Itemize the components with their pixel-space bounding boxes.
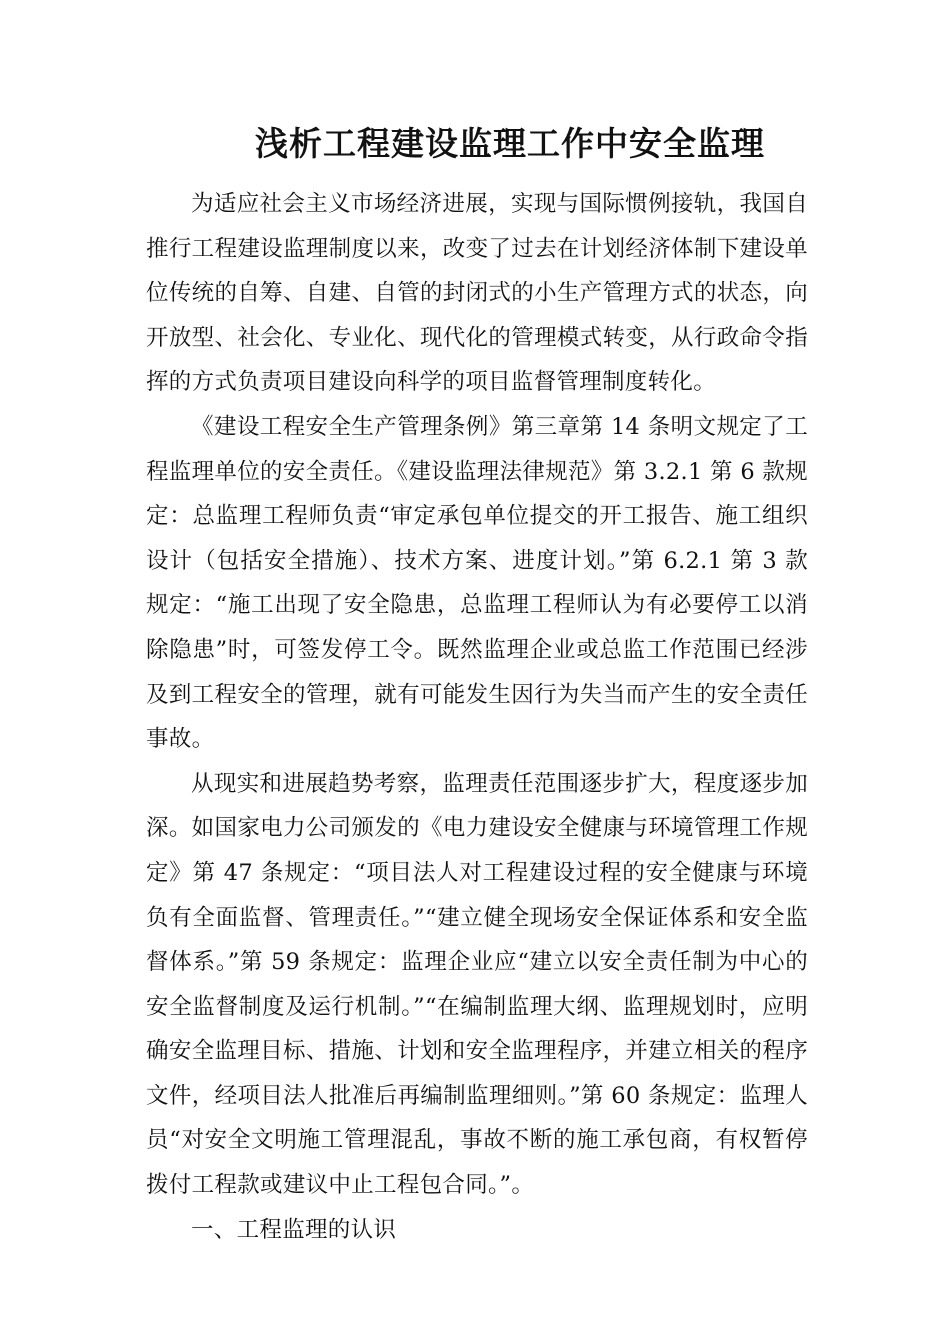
paragraph-intro: 为适应社会主义市场经济进展，实现与国际惯例接轨，我国自推行工程建设监理制度以来，改变了过去在计划经济体制下建设单位传统的自筹、自建、自管的封闭式的小生产管理方式的状态，向开放型、社会化、专业化、现代化的管理模式转变，从行政命令指挥的方式负责项目建设向科学的项目监督管理制度转化。	[146, 191, 808, 396]
document-body	[146, 182, 808, 1252]
section-heading-1: 一、工程监理的认识	[191, 1216, 397, 1243]
paragraph-regulations: 《建设工程安全生产管理条例》第三章第 14 条明文规定了工程监理单位的安全责任。《建设监理法律规范》第 3.2.1 第 6 款规定：总监理工程师负责“审定承包单位提交的开工报告、施工组织设计（包括安全措施）、技术方案、进度计划。”第 6.2.1 第 3 款规定：“施工出现了安全隐患，总监理工程师认为有必要停工以消除隐患”时，可签发停工令。既然监理企业或总监工作范围已经涉及到工程安全的管理，就有可能发生因行为失当而产生的安全责任事故。	[146, 413, 808, 753]
document-title: 浅析工程建设监理工作中安全监理	[255, 124, 765, 163]
paragraph-trends: 从现实和进展趋势考察，监理责任范围逐步扩大，程度逐步加深。如国家电力公司颁发的《电力建设安全健康与环境管理工作规定》第 47 条规定：“项目法人对工程建设过程的安全健康与环境负有全面监督、管理责任。”“建立健全现场安全保证体系和安全监督体系。”第 59 条规定：监理企业应“建立以安全责任制为中心的安全监督制度及运行机制。”“在编制监理大纲、监理规划时，应明确安全监理目标、措施、计划和安全监理程序，并建立相关的程序文件，经项目法人批准后再编制监理细则。”第 60 条规定：监理人员“对安全文明施工管理混乱，事故不断的施工承包商，有权暂停拨付工程款或建议中止工程包合同。”。	[146, 770, 808, 1199]
